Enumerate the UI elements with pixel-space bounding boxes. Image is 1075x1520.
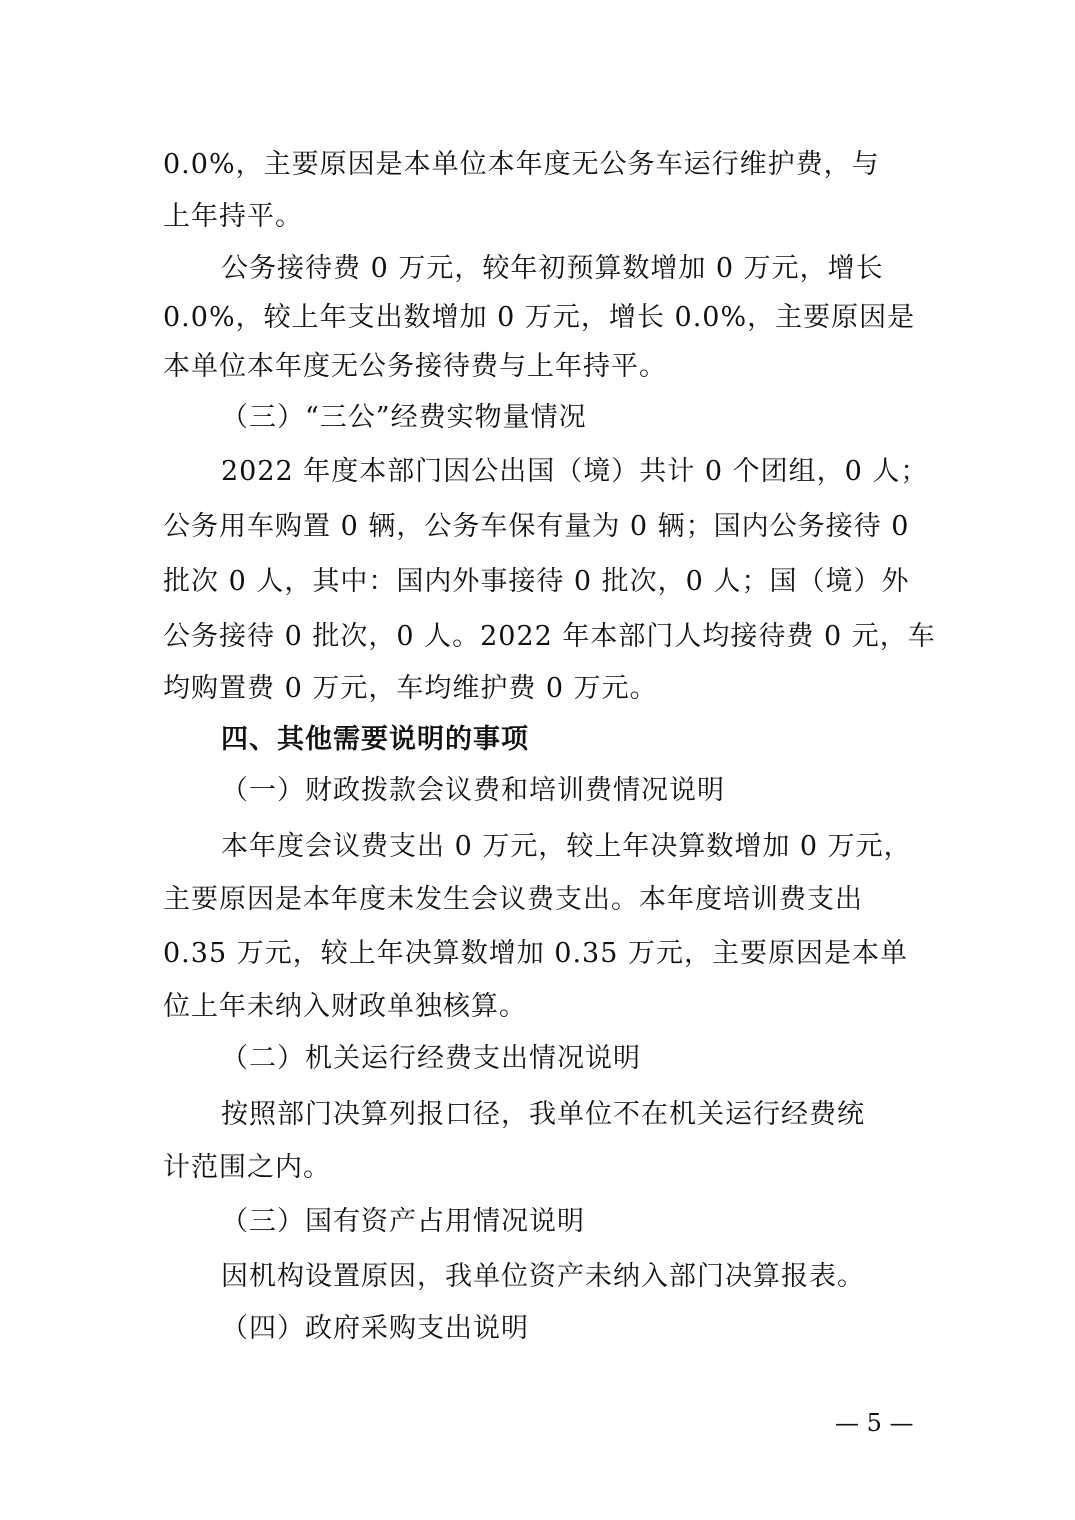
paragraph-line: 上年持平。 xyxy=(163,201,303,232)
paragraph-line: 0.35 万元，较上年决算数增加 0.35 万元，主要原因是本单 xyxy=(163,938,908,969)
paragraph-line: 因机构设置原因，我单位资产未纳入部门决算报表。 xyxy=(221,1261,865,1292)
paragraph-line: 本单位本年度无公务接待费与上年持平。 xyxy=(163,351,667,382)
paragraph-line: 0.0%，较上年支出数增加 0 万元，增长 0.0%，主要原因是 xyxy=(163,302,916,333)
paragraph-line: 主要原因是本年度未发生会议费支出。本年度培训费支出 xyxy=(163,884,863,915)
paragraph-line: 2022 年度本部门因公出国（境）共计 0 个团组，0 人； xyxy=(221,456,929,487)
paragraph-line: 0.0%，主要原因是本单位本年度无公务车运行维护费，与 xyxy=(163,149,880,180)
subsection-heading: （四）政府采购支出说明 xyxy=(221,1313,529,1344)
paragraph-line: 按照部门决算列报口径，我单位不在机关运行经费统 xyxy=(221,1099,865,1130)
section-heading: 四、其他需要说明的事项 xyxy=(221,724,529,755)
page-number: — 5 — xyxy=(835,1409,914,1437)
subsection-heading: （三）国有资产占用情况说明 xyxy=(221,1206,585,1237)
paragraph-line: 位上年未纳入财政单独核算。 xyxy=(163,991,527,1022)
paragraph-line: 计范围之内。 xyxy=(163,1152,331,1183)
paragraph-line: 公务接待 0 批次，0 人。2022 年本部门人均接待费 0 元，车 xyxy=(163,621,936,652)
subsection-heading: （三）“三公”经费实物量情况 xyxy=(221,402,587,433)
paragraph-line: 公务用车购置 0 辆，公务车保有量为 0 辆；国内公务接待 0 xyxy=(163,511,910,542)
paragraph-line: 公务接待费 0 万元，较年初预算数增加 0 万元，增长 xyxy=(221,253,884,284)
paragraph-line: 批次 0 人，其中：国内外事接待 0 批次，0 人；国（境）外 xyxy=(163,566,910,597)
subsection-heading: （二）机关运行经费支出情况说明 xyxy=(221,1043,641,1074)
paragraph-line: 本年度会议费支出 0 万元，较上年决算数增加 0 万元， xyxy=(221,831,912,862)
subsection-heading: （一）财政拨款会议费和培训费情况说明 xyxy=(221,775,725,806)
paragraph-line: 均购置费 0 万元，车均维护费 0 万元。 xyxy=(163,673,658,704)
